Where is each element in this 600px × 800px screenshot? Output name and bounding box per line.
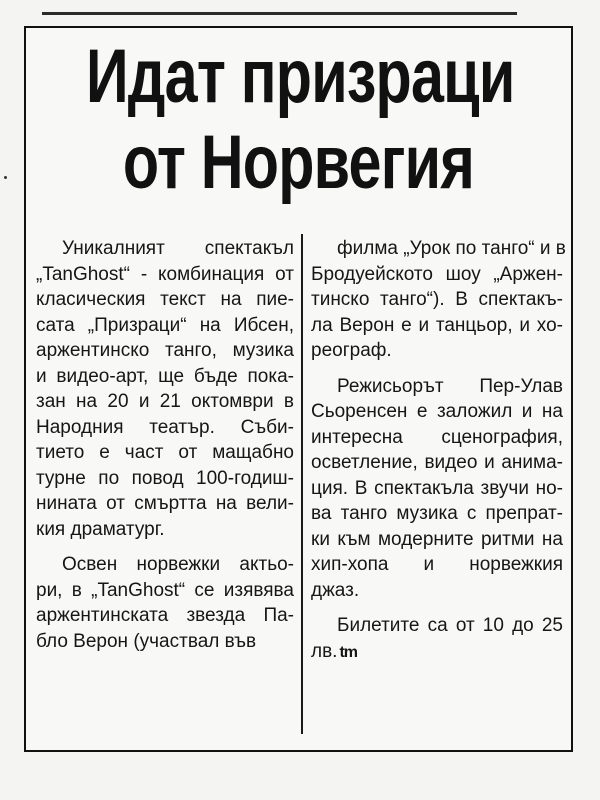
text-line: ла Верон е и танцьор, и хо- — [311, 314, 563, 336]
newspaper-clipping — [24, 26, 573, 752]
text-line: бло Верон (участвал във — [36, 630, 257, 652]
text-line: Освен норвежки актьо- — [62, 554, 294, 575]
end-mark: tm — [339, 643, 358, 661]
headline — [26, 34, 571, 206]
text-line: тието е част от мащабно — [36, 442, 294, 463]
text-line: интересна сценография, — [311, 426, 563, 448]
left-column — [36, 236, 294, 664]
text-line: тинско танго“). В спектакъ- — [311, 289, 563, 310]
text-line: ри, в „TanGhost“ се изявява — [36, 579, 294, 601]
headline-line-2: от Норвегия — [122, 120, 475, 205]
text-line: „TanGhost“ - комбинация от — [36, 263, 294, 285]
text-line: лв. tm — [311, 640, 358, 662]
text-line: джаз. — [311, 579, 360, 601]
right-column — [311, 236, 566, 675]
text-line: зан на 20 и 21 октомври в — [36, 391, 294, 412]
scan-speck — [4, 176, 7, 179]
text-line: Билетите са от 10 до 25 — [337, 615, 563, 636]
article-paragraph — [36, 552, 294, 654]
top-rule — [42, 12, 517, 15]
text-line: Народния театър. Съби- — [36, 416, 294, 438]
text-line: ва танго музика с препрат- — [311, 503, 563, 524]
text-line: класическия текст на пие- — [36, 289, 294, 310]
article-paragraph — [311, 613, 563, 665]
text-line: Бродуейското шоу „Аржен- — [311, 263, 563, 285]
text-line: турне по повод 100-годиш- — [36, 467, 294, 489]
text-line: нината от смъртта на вели- — [36, 493, 294, 514]
text-line: филма „Урок по танго“ и в — [337, 238, 566, 259]
text-line: ки към модерните ритми на — [311, 528, 563, 550]
text-line: хип-хопа и норвежкия — [311, 554, 563, 575]
text-line: кия драматург. — [36, 518, 165, 540]
text-line: Сьоренсен е заложил и на — [311, 401, 563, 422]
headline-line-1: Идат призраци — [85, 34, 515, 119]
text-line: и видео-арт, ще бъде пока- — [36, 365, 294, 387]
text-line: аржентинската звезда Па- — [36, 605, 294, 626]
text-line: Уникалният спектакъл — [62, 238, 294, 259]
article-paragraph — [311, 374, 563, 604]
text-line: аржентинско танго, музика — [36, 340, 294, 361]
text-line: ция. В спектакъла звучи но- — [311, 477, 563, 499]
text-line: сата „Призраци“ на Ибсен, — [36, 314, 294, 336]
text-line: Режисьорът Пер-Улав — [337, 375, 563, 397]
column-divider — [301, 234, 303, 734]
text-line: осветление, видео и анима- — [311, 452, 563, 473]
article-paragraph — [311, 236, 566, 364]
text-line: реограф. — [311, 340, 392, 361]
article-paragraph — [36, 236, 294, 542]
